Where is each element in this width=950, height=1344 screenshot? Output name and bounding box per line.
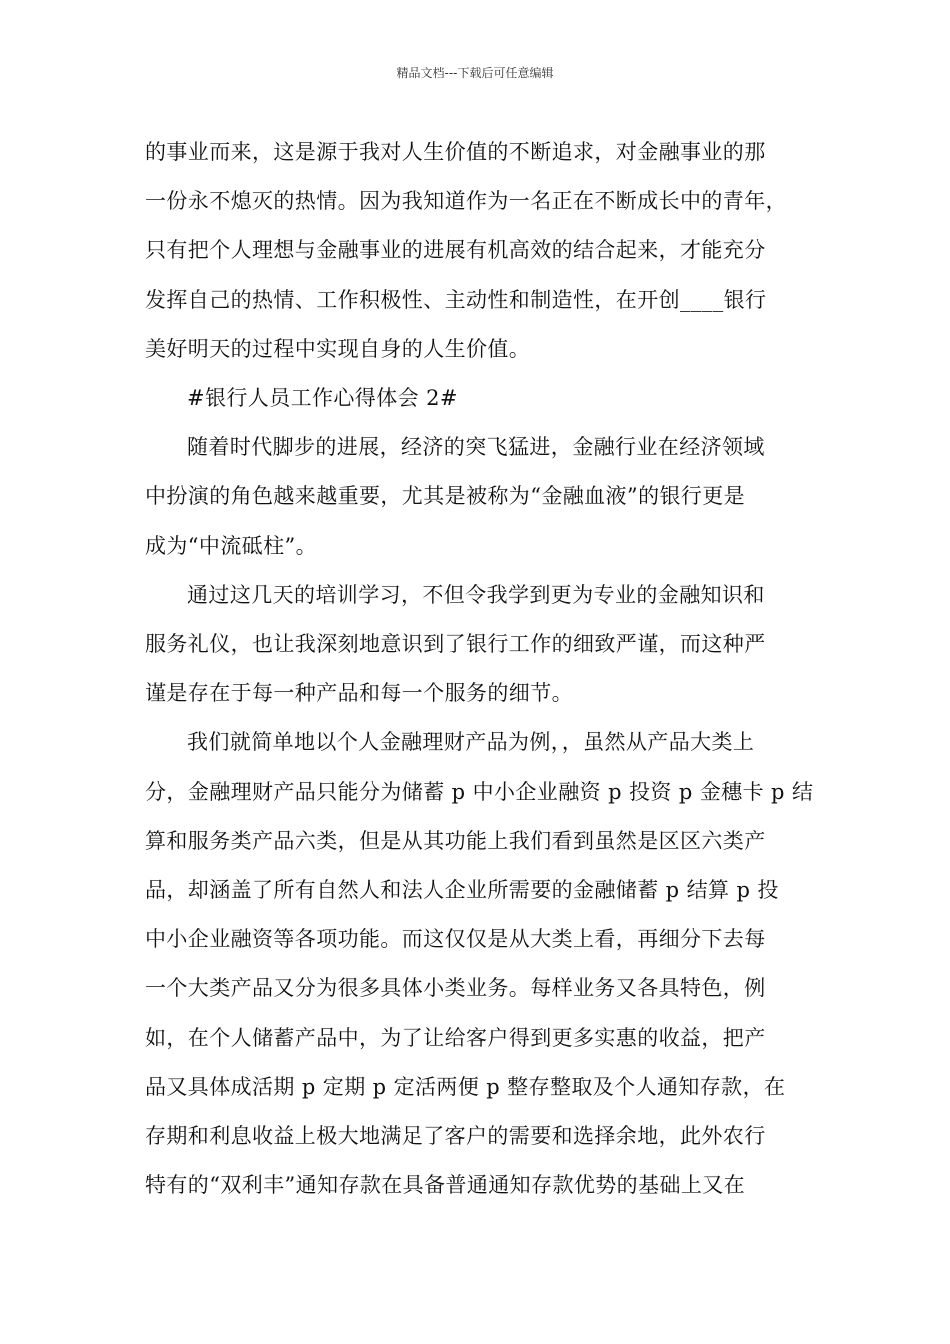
text-line: 一份永不熄灭的热情。因为我知道作为一名正在不断成长中的青年，: [145, 189, 787, 214]
text-line: 服务礼仪，也让我深刻地意识到了银行工作的细致严谨，而这种严: [145, 632, 766, 657]
section-heading: #银行人员工作心得体会 2#: [187, 386, 458, 411]
paragraph-4: [145, 718, 814, 1210]
text-line: 成为“中流砥柱”。: [145, 533, 318, 558]
text-line: 只有把个人理想与金融事业的进展有机高效的结合起来，才能充分: [145, 238, 766, 263]
text-line: 的事业而来，这是源于我对人生价值的不断追求，对金融事业的那: [145, 140, 766, 164]
text-line: 我们就简单地以个人金融理财产品为例，，虽然从产品大类上: [187, 730, 755, 755]
text-line: 中扮演的角色越来越重要，尤其是被称为“金融血液”的银行更是: [145, 484, 746, 509]
text-line: 随着时代脚步的进展，经济的突飞猛进，金融行业在经济领域: [187, 435, 765, 460]
document-body: [145, 128, 814, 1210]
text-line: 存期和利息收益上极大地满足了客户的需要和选择余地，此外农行: [145, 1124, 766, 1149]
text-line: 品，却涵盖了所有自然人和法人企业所需要的金融储蓄 p 结算 p 投: [145, 878, 779, 903]
paragraph-3: [145, 571, 809, 719]
text-line: 分，金融理财产品只能分为储蓄 p 中小企业融资 p 投资 p 金穗卡 p 结: [145, 779, 814, 804]
text-line: 发挥自己的热情、工作积极性、主动性和制造性，在开创____银行: [145, 287, 767, 312]
text-line: 特有的“双利丰”通知存款在具备普通通知存款优势的基础上又在: [145, 1173, 746, 1198]
paragraph-1: [145, 128, 809, 374]
text-line: 如，在个人储蓄产品中，为了让给客户得到更多实惠的收益，把产: [145, 1025, 766, 1050]
text-line: 美好明天的过程中实现自身的人生价值。: [145, 336, 531, 361]
text-line: 中小企业融资等各项功能。而这仅仅是从大类上看，再细分下去每: [145, 927, 766, 952]
text-line: 通过这几天的培训学习，不但令我学到更为专业的金融知识和: [187, 582, 765, 607]
text-line: 谨是存在于每一种产品和每一个服务的细节。: [145, 681, 573, 706]
text-line: 品又具体成活期 p 定期 p 定活两便 p 整存整取及个人通知存款，在: [145, 1074, 786, 1099]
paragraph-2: [145, 423, 809, 571]
page-header: 精品文档---下载后可任意编辑: [396, 66, 554, 80]
text-line: 算和服务类产品六类，但是从其功能上我们看到虽然是区区六类产: [145, 828, 766, 853]
text-line: 一个大类产品又分为很多具体小类业务。每样业务又各具特色，例: [145, 976, 766, 1001]
